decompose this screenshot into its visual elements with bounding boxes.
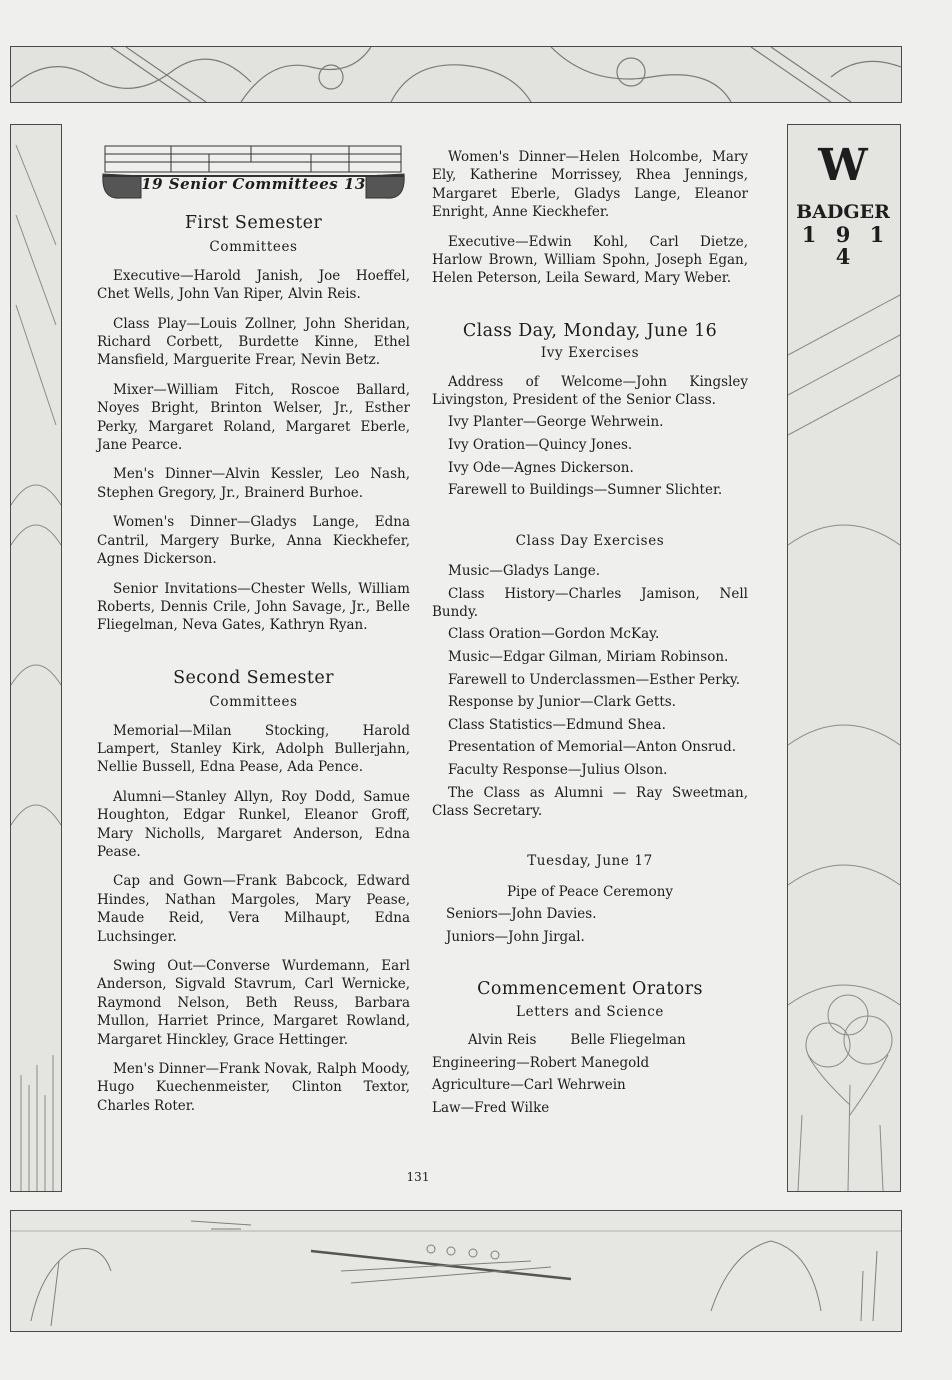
badger-logo-year: 1 9 1 4 (801, 222, 891, 269)
class-day-exercises-heading: Class Day Exercises (515, 532, 665, 549)
orators-pair (468, 1031, 748, 1049)
committee-entry: Executive—Edwin Kohl, Carl Dietze, Harlow Brown, William Spohn, Joseph Egan, Helen Peterson, Leila Seward, Mary Weber. (432, 233, 748, 287)
letters-science-subheading: Letters and Science (516, 1003, 664, 1020)
class-day-heading: Class Day, Monday, June 16 (462, 320, 718, 341)
committee-entry: Men's Dinner—Frank Novak, Ralph Moody, Hugo Kuechenmeister, Clinton Textor, Charles Roter. (97, 1061, 410, 1114)
committee-entry: Women's Dinner—Gladys Lange, Edna Cantril, Margery Burke, Anna Kieckhefer, Agnes Dickerson. (97, 514, 410, 568)
orator-name: Alvin Reis (468, 1032, 537, 1049)
committee-entry: Cap and Gown—Frank Babcock, Edward Hindes, Nathan Margoles, Mary Pease, Maude Reid, Vera Milhaupt, Edna Luchsinger. (97, 873, 410, 945)
program-entry: Ivy Oration—Quincy Jones. (448, 437, 633, 454)
left-decorative-border (10, 124, 62, 1192)
badger-logo-title: BADGER (796, 201, 890, 223)
committee-entry: Alumni—Stanley Allyn, Roy Dodd, Samue Houghton, Edgar Runkel, Eleanor Groff, Mary Nicholls, Margaret Anderson, Edna Pease. (97, 788, 410, 860)
bottom-rowing-illustration (10, 1210, 902, 1332)
program-entry: Presentation of Memorial—Anton Onsrud. (448, 739, 737, 756)
program-entry: Ivy Ode—Agnes Dickerson. (448, 459, 634, 476)
program-entry: The Class as Alumni — Ray Sweetman, Class Secretary. (432, 784, 748, 820)
badger-1914-logo (787, 140, 899, 268)
senior-committees-banner (101, 140, 406, 206)
program-entry: Agriculture—Carl Wehrwein (432, 1077, 626, 1094)
commencement-orators-heading: Commencement Orators (477, 979, 703, 1000)
tuesday-heading: Tuesday, June 17 (527, 853, 653, 870)
cloud-pattern-icon (11, 47, 901, 102)
willow-pattern-icon (11, 125, 61, 1191)
rowing-scene-icon (11, 1211, 901, 1331)
left-column (97, 140, 410, 1126)
program-entry: Ivy Planter—George Wehrwein. (448, 414, 664, 431)
ivy-exercises-subheading: Ivy Exercises (540, 345, 640, 362)
program-entry: Music—Gladys Lange. (448, 563, 601, 580)
page-number: 131 (406, 1170, 430, 1184)
tree-pattern-icon (788, 125, 900, 1191)
program-entry: Farewell to Underclassmen—Esther Perky. (448, 671, 741, 688)
program-entry: Law—Fred Wilke (432, 1099, 550, 1116)
program-entry: Juniors—John Jirgal. (446, 928, 585, 945)
program-entry: Music—Edgar Gilman, Miriam Robinson. (448, 649, 729, 666)
orator-name: Belle Fliegelman (570, 1032, 686, 1049)
program-entry: Seniors—John Davies. (446, 906, 597, 923)
program-entry: Engineering—Robert Manegold (432, 1054, 650, 1071)
top-decorative-border (10, 46, 902, 103)
second-semester-heading: Second Semester (173, 667, 334, 688)
right-column (432, 148, 748, 1121)
badger-logo-letter: W (818, 140, 868, 191)
committee-entry: Swing Out—Converse Wurdemann, Earl Anderson, Sigvald Stavrum, Carl Wernicke, Raymond Nelson, Beth Reuss, Barbara Mullon, Harriet Prince, Margaret Rowland, Margaret Hinckley, Grace Hettinger. (97, 958, 410, 1048)
committee-entry: Class Play—Louis Zollner, John Sheridan, Richard Corbett, Burdette Kinne, Ethel Mansfield, Marguerite Frear, Nevin Betz. (97, 315, 410, 369)
committee-entry: Women's Dinner—Helen Holcombe, Mary Ely, Katherine Morrissey, Rhea Jennings, Margaret Eberle, Gladys Lange, Eleanor Enright, Anne Kieckhefer. (432, 149, 748, 221)
program-entry: Class Oration—Gordon McKay. (448, 626, 660, 643)
program-entry: Class History—Charles Jamison, Nell Bundy. (432, 585, 748, 621)
second-semester-subheading: Committees (209, 694, 298, 711)
banner-title: 19 Senior Committees 13 (141, 175, 366, 193)
first-semester-subheading: Committees (209, 239, 298, 256)
program-entry: Class Statistics—Edmund Shea. (448, 716, 666, 733)
program-entry: Response by Junior—Clark Getts. (448, 694, 676, 711)
committee-entry: Senior Invitations—Chester Wells, William Roberts, Dennis Crile, John Savage, Jr., Belle Fliegelman, Neva Gates, Kathryn Ryan. (97, 580, 410, 634)
program-entry: Address of Welcome—John Kingsley Livingston, President of the Senior Class. (432, 373, 748, 409)
committee-entry: Executive—Harold Janish, Joe Hoeffel, Chet Wells, John Van Riper, Alvin Reis. (97, 267, 410, 303)
committee-entry: Memorial—Milan Stocking, Harold Lampert, Stanley Kirk, Adolph Bullerjahn, Nellie Bussell, Edna Pease, Ada Pence. (97, 722, 410, 776)
scroll-banner-icon (101, 140, 406, 206)
program-entry: Farewell to Buildings—Sumner Slichter. (448, 482, 723, 499)
program-entry: Faculty Response—Julius Olson. (448, 762, 668, 779)
pipe-of-peace-subheading: Pipe of Peace Ceremony (506, 883, 674, 900)
committee-entry: Men's Dinner—Alvin Kessler, Leo Nash, Stephen Gregory, Jr., Brainerd Burhoe. (97, 466, 410, 501)
first-semester-heading: First Semester (184, 213, 323, 233)
committee-entry: Mixer—William Fitch, Roscoe Ballard, Noyes Bright, Brinton Welser, Jr., Esther Perky, Margaret Roland, Margaret Eberle, Jane Pearce. (97, 381, 410, 454)
right-decorative-border (787, 124, 901, 1192)
